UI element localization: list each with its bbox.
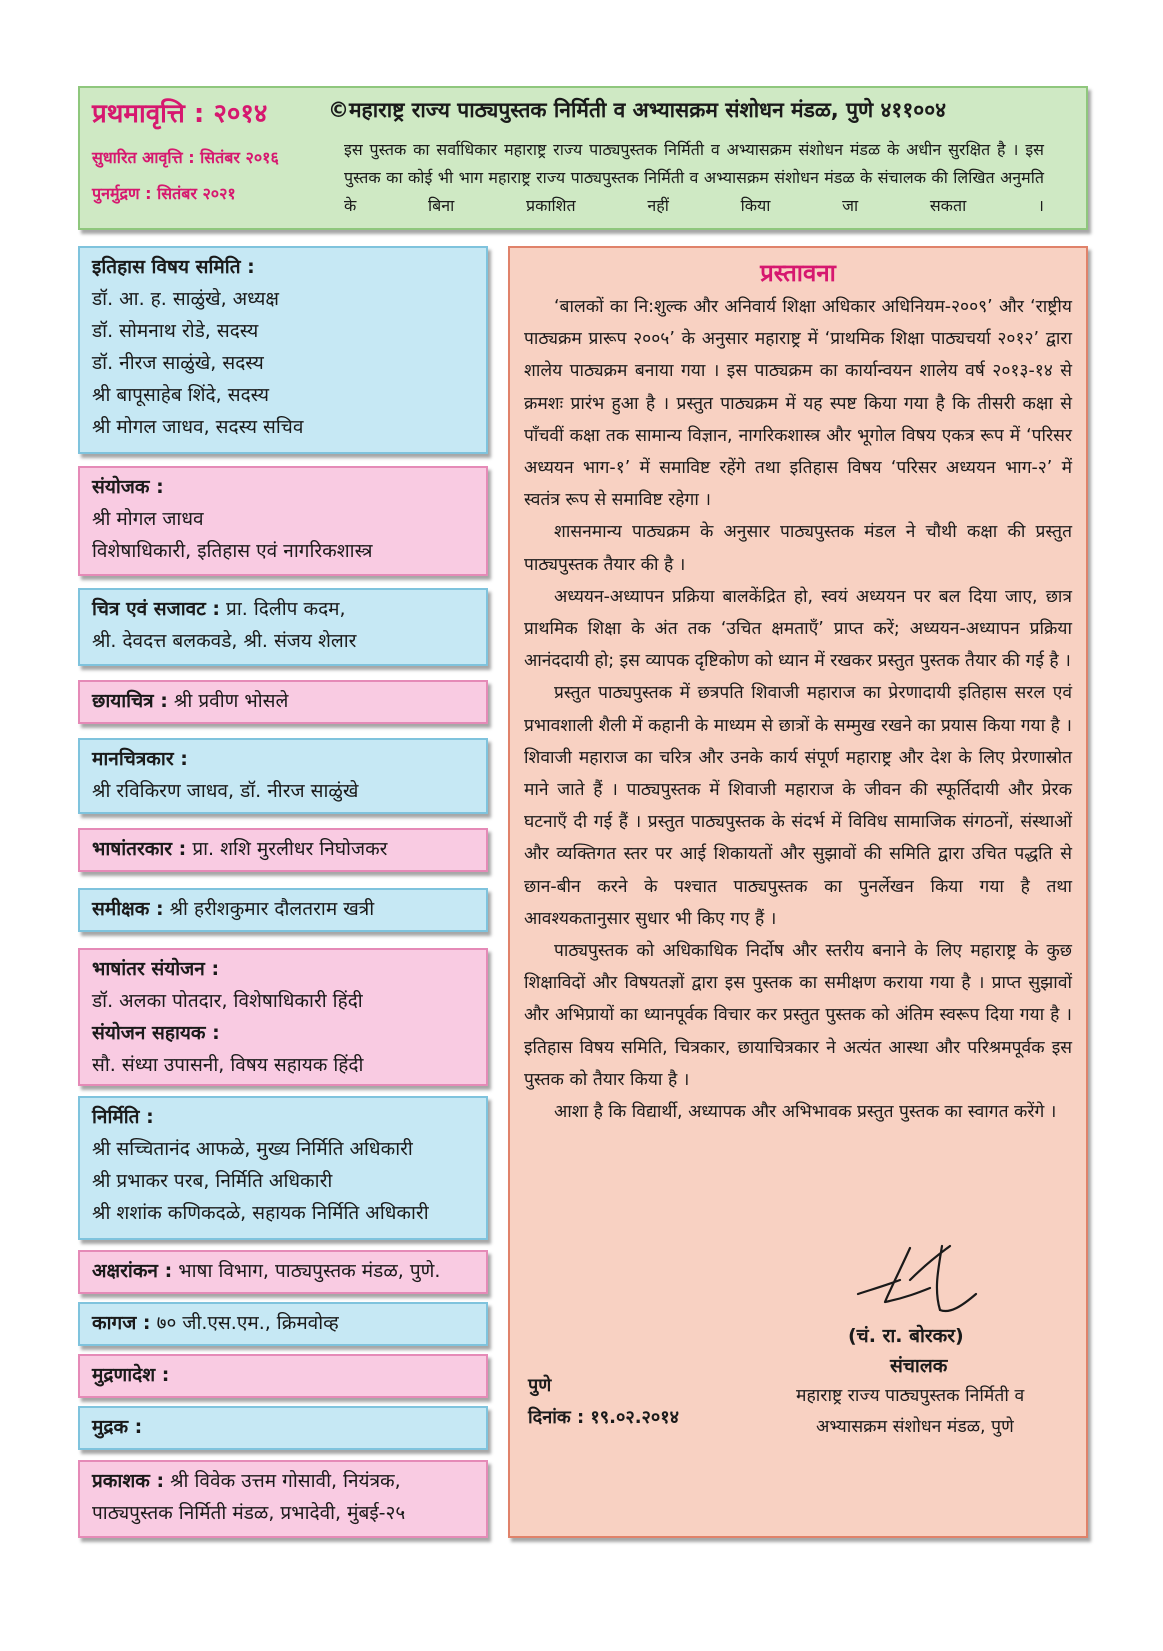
copyright-header: [78, 86, 1088, 230]
print-order-box: [78, 1354, 488, 1398]
illustration-artist: प्रा. दिलीप कदम,: [220, 598, 346, 620]
signatory-name: (चं. रा. बोरकर): [848, 1325, 964, 1347]
committee-member: डॉ. नीरज साळुंखे, सदस्य: [92, 352, 264, 374]
edition-label: प्रथमावृत्ति : २०१४: [92, 99, 268, 129]
photo-box: [78, 680, 488, 724]
production-member: श्री शशांक कणिकदळे, सहायक निर्मिति अधिकारी: [92, 1202, 429, 1224]
reviewer-box: [78, 888, 488, 932]
paper-value: ७० जी.एस.एम., क्रिमवोव्ह: [150, 1312, 339, 1334]
preface-paragraph: पाठ्यपुस्तक को अधिकाधिक निर्दोष और स्तरीय बनाने के लिए महाराष्ट्र के कुछ शिक्षाविदों और विषयतज्ञों द्वारा इस पुस्तक का समीक्षण कराया गया है । प्राप्त सुझावों और अभिप्रायों का ध्यानपूर्वक विचार कर प्रस्तुत पुस्तक को अंतिम स्वरूप दिया गया है । इतिहास विषय समिति, चित्रकार, छायाचित्रकार ने अत्यंत आस्था और परिश्रमपूर्वक इस पुस्तक को तैयार किया है ।: [524, 941, 1072, 1090]
typesetting-title: अक्षरांकन :: [92, 1260, 173, 1282]
printer-title: मुद्रक :: [92, 1416, 143, 1438]
paper-title: कागज :: [92, 1312, 151, 1334]
translation-coordination-title: भाषांतर संयोजन :: [92, 958, 220, 980]
publisher-name: श्री विवेक उत्तम गोसावी, नियंत्रक,: [164, 1470, 401, 1492]
committee-member: डॉ. आ. ह. साळुंखे, अध्यक्ष: [92, 288, 279, 310]
illustration-artists: श्री. देवदत्त बलकवडे, श्री. संजय शेलार: [92, 630, 357, 652]
photo-credit: श्री प्रवीण भोसले: [167, 690, 289, 712]
translator-name: प्रा. शशि मुरलीधर निघोजकर: [186, 838, 388, 860]
publisher-address: पाठ्यपुस्तक निर्मिती मंडळ, प्रभादेवी, मुंबई-२५: [92, 1502, 406, 1524]
committee-member: श्री बापूसाहेब शिंदे, सदस्य: [92, 384, 270, 406]
reprint-label: पुनर्मुद्रण : सितंबर २०२१: [92, 184, 236, 203]
signatory-org-line2: अभ्यासक्रम संशोधन मंडळ, पुणे: [816, 1417, 1014, 1437]
publisher-box: [78, 1460, 488, 1538]
preface-box: [508, 246, 1088, 1538]
preface-paragraph: अध्ययन-अध्यापन प्रक्रिया बालकेंद्रित हो, स्वयं अध्ययन पर बल दिया जाए, छात्र प्राथमिक शिक्षा के अंत तक ‘उचित क्षमताएँ’ प्राप्त करें; अध्ययन-अध्यापन प्रक्रिया आनंददायी हो; इस व्यापक दृष्टिकोण को ध्यान में रखकर प्रस्तुत पुस्तक तैयार की गई है ।: [524, 586, 1072, 672]
publisher-title: प्रकाशक :: [92, 1470, 165, 1492]
coordinator-box: [78, 466, 488, 576]
reviewer-name: श्री हरीशकुमार दौलतराम खत्री: [163, 898, 375, 920]
translator-box: [78, 828, 488, 872]
cartographer-names: श्री रविकिरण जाधव, डॉ. नीरज साळुंखे: [92, 780, 359, 802]
translation-coordinator: डॉ. अलका पोतदार, विशेषाधिकारी हिंदी: [92, 990, 363, 1012]
production-box: [78, 1096, 488, 1240]
coordinator-designation: विशेषाधिकारी, इतिहास एवं नागरिकशास्त्र: [92, 540, 373, 562]
committee-box: [78, 246, 488, 454]
place-label: पुणे: [528, 1375, 552, 1396]
coordinator-name: श्री मोगल जाधव: [92, 508, 204, 530]
committee-member: श्री मोगल जाधव, सदस्य सचिव: [92, 416, 304, 438]
illustration-title: चित्र एवं सजावट :: [92, 598, 220, 620]
reviewer-title: समीक्षक :: [92, 898, 164, 920]
illustration-box: [78, 588, 488, 666]
typesetting-box: [78, 1250, 488, 1294]
date-label: दिनांक : १९.०२.२०१४: [528, 1407, 679, 1428]
committee-member: डॉ. सोमनाथ रोडे, सदस्य: [92, 320, 259, 342]
preface-paragraph: प्रस्तुत पाठ्यपुस्तक में छत्रपति शिवाजी महाराज का प्रेरणादायी इतिहास सरल एवं प्रभावशाली शैली में कहानी के माध्यम से छात्रों के सम्मुख रखने का प्रयास किया गया है । शिवाजी महाराज का चरित्र और उनके कार्य संपूर्ण महाराष्ट्र और देश के लिए प्रेरणास्रोत माने जाते हैं । पाठ्यपुस्तक में शिवाजी महाराज के जीवन की स्फूर्तिदायी और प्रेरक घटनाएँ दी गई हैं । प्रस्तुत पाठ्यपुस्तक के संदर्भ में विविध सामाजिक संगठनों, संस्थाओं और व्यक्तिगत स्तर पर आई शिकायतों और सुझावों की समिति द्वारा उचित पद्धति से छान-बीन करने के पश्चात पाठ्यपुस्तक का पुनर्लेखन किया गया है तथा आवश्यकतानुसार सुधार भी किए गए हैं ।: [524, 683, 1072, 929]
coordination-assistant: सौ. संध्या उपासनी, विषय सहायक हिंदी: [92, 1054, 364, 1076]
signatory-role: संचालक: [890, 1355, 948, 1377]
copyright-line: ©महाराष्ट्र राज्य पाठ्यपुस्तक निर्मिती व अभ्यासक्रम संशोधन मंडळ, पुणे ४११००४: [328, 98, 947, 122]
rights-notice: इस पुस्तक का सर्वाधिकार महाराष्ट्र राज्य पाठ्यपुस्तक निर्मिती व अभ्यासक्रम संशोधन मंडळ के अधीन सुरक्षित है । इस पुस्तक का कोई भी भाग महाराष्ट्र राज्य पाठ्यपुस्तक निर्मिती व अभ्यासक्रम संशोधन मंडळ के संचालक की लिखित अनुमति के बिना प्रकाशित नहीं किया जा सकता ।: [344, 140, 1044, 215]
print-order-title: मुद्रणादेश :: [92, 1364, 170, 1386]
preface-paragraph: ‘बालकों का नि:शुल्क और अनिवार्य शिक्षा अधिकार अधिनियम-२००९’ और ‘राष्ट्रीय पाठ्यक्रम प्रारूप २००५’ के अनुसार महाराष्ट्र में ‘प्राथमिक शिक्षा पाठ्यचर्या २०१२’ द्वारा शालेय पाठ्यक्रम बनाया गया । इस पाठ्यक्रम का कार्यान्वयन शालेय वर्ष २०१३-१४ से क्रमशः प्रारंभ हुआ है । प्रस्तुत पाठ्यक्रम में यह स्पष्ट किया गया है कि तीसरी कक्षा से पाँचवीं कक्षा तक सामान्य विज्ञान, नागरिकशास्त्र और भूगोल विषय एकत्र रूप में ‘परिसर अध्ययन भाग-१’ में समाविष्ट रहेंगे तथा इतिहास विषय ‘परिसर अध्ययन भाग-२’ में स्वतंत्र रूप से समाविष्ट रहेगा ।: [524, 297, 1072, 511]
paper-box: [78, 1302, 488, 1346]
preface-paragraph: आशा है कि विद्यार्थी, अध्यापक और अभिभावक प्रस्तुत पुस्तक का स्वागत करेंगे ।: [554, 1102, 1057, 1123]
signature-image: [850, 1240, 980, 1318]
preface-paragraph: शासनमान्य पाठ्यक्रम के अनुसार पाठ्यपुस्तक मंडल ने चौथी कक्षा की प्रस्तुत पाठ्यपुस्तक तैयार की है ।: [524, 522, 1072, 575]
production-member: श्री सच्चितानंद आफळे, मुख्य निर्मिति अधिकारी: [92, 1138, 413, 1160]
cartographer-box: [78, 738, 488, 814]
preface-body: [510, 291, 1086, 1128]
coordinator-title: संयोजक :: [92, 476, 164, 498]
translation-coordination-box: [78, 948, 488, 1086]
cartographer-title: मानचित्रकार :: [92, 748, 188, 770]
production-member: श्री प्रभाकर परब, निर्मिति अधिकारी: [92, 1170, 333, 1192]
production-title: निर्मिति :: [92, 1106, 154, 1128]
revised-edition-label: सुधारित आवृत्ति : सितंबर २०१६: [92, 148, 279, 167]
printer-box: [78, 1406, 488, 1450]
translator-title: भाषांतरकार :: [92, 838, 187, 860]
coordination-assistant-title: संयोजन सहायक :: [92, 1022, 220, 1044]
committee-title: इतिहास विषय समिति :: [92, 256, 255, 278]
signatory-org-line1: महाराष्ट्र राज्य पाठ्यपुस्तक निर्मिती व: [796, 1386, 1025, 1406]
typesetting-value: भाषा विभाग, पाठ्यपुस्तक मंडळ, पुणे.: [172, 1260, 441, 1282]
preface-title: प्रस्तावना: [760, 259, 836, 287]
photo-title: छायाचित्र :: [92, 690, 168, 712]
